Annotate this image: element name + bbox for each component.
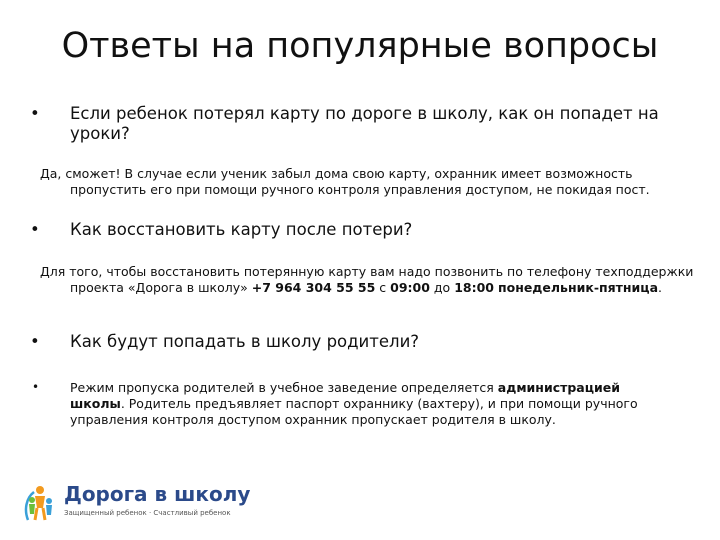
question-1 [30, 104, 680, 144]
bullet: • [30, 332, 40, 351]
logo [22, 482, 251, 524]
logo-name: Дорога в школу [64, 482, 251, 506]
answer-2 [40, 264, 710, 296]
answer-3-text: Режим пропуска родителей в учебное заведение определяется [70, 380, 498, 395]
work-days: понедельник-пятница [497, 280, 659, 295]
question-2-text: Как восстановить карту после потери? [70, 220, 413, 239]
question-2 [30, 220, 680, 240]
question-1-text: Если ребенок потерял карту по дороге в школу, как он попадет на уроки? [70, 104, 659, 143]
bullet: • [32, 380, 40, 394]
answer-2-text: . [658, 280, 662, 295]
page-title: Ответы на популярные вопросы [61, 26, 659, 66]
answer-2-text: до [429, 280, 455, 295]
hours-end: 18:00 [454, 280, 494, 295]
answer-2-text: Для того, чтобы восстановить потерянную карту вам надо позвонить по телефону техподдержки проекта «Дорога в школу» [40, 264, 694, 295]
answer-3-bold: администрацией школы [70, 380, 620, 411]
bullet: • [30, 104, 40, 123]
logo-tagline: Защищенный ребенок · Счастливый ребенок [64, 509, 231, 517]
logo-children-icon [22, 484, 58, 522]
question-3 [30, 332, 680, 352]
bullet: • [30, 220, 40, 239]
support-phone: +7 964 304 55 55 [251, 280, 376, 295]
hours-start: 09:00 [390, 280, 430, 295]
answer-1: Да, сможет! В случае если ученик забыл дома свою карту, охранник имеет возможность пропустить его при помощи ручного контроля управления доступом, не покидая пост. [40, 166, 650, 197]
answer-3-text: . Родитель предъявляет паспорт охраннику (вахтеру), и при помощи ручного управления контроля доступом охранник пропускает родителя в школу. [70, 396, 638, 427]
answer-3 [70, 380, 670, 428]
answer-2-text: с [375, 280, 391, 295]
question-3-text: Как будут попадать в школу родители? [70, 332, 420, 351]
